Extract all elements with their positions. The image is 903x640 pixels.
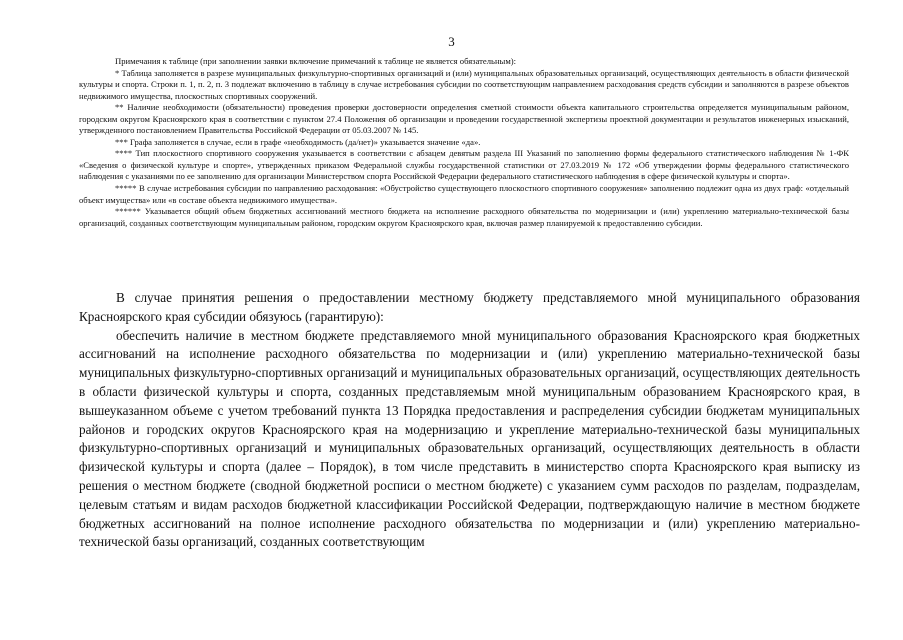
note-item: *** Графа заполняется в случае, если в графе «необходимость (да/нет)» указывается значение «да».: [115, 136, 481, 147]
table-notes: [79, 56, 849, 229]
notes-header: Примечания к таблице (при заполнении заявки включение примечаний к таблице не является обязательным):: [115, 56, 517, 66]
body-paragraph: В случае принятия решения о предоставлении местному бюджету представляемого мной муниципального образования Красноярского края субсидии обязуюсь (гарантирую):: [79, 290, 860, 324]
note-item: ***** В случае истребования субсидии по направлению расходования: «Обустройство существующего плоскостного спортивного сооружения» заполнению подлежит одна из двух граф: «отдельный объект имущества» или «в составе объекта недвижимого имущества».: [79, 183, 849, 205]
page-number: 3: [448, 34, 455, 49]
note-item: ****** Указывается общий объем бюджетных ассигнований местного бюджета на исполнение расходного обязательства по модернизации и (или) укреплению материально-технической базы организаций, созданных соответствующим муниципальным районом, городским округом Красноярского края, включая размер планируемой к предоставлению субсидии.: [79, 206, 849, 228]
note-item: ** Наличие необходимости (обязательности) проведения проверки достоверности определения сметной стоимости объекта капитального строительства определяется муниципальным районом, городским округом Красноярского края в соответствии с пунктом 27.4 Положения об организации и проведении государственной экспертизы проектной документации и результатов инженерных изысканий, утвержденного постановлением Правительства Российской Федерации от 05.03.2007 № 145.: [79, 102, 849, 136]
note-item: * Таблица заполняется в разрезе муниципальных физкультурно-спортивных организаций и (или) муниципальных образовательных организаций, осуществляющих деятельность в области физической культуры и спорта. Строки п. 1, п. 2, п. 3 подлежат включению в таблицу в случае истребования субсидии по соответствующим направлением расходования средств субсидии и заполняются в разрезе объектов недвижимого имущества, плоскостных спортивных сооружений.: [79, 67, 849, 101]
body-paragraph: обеспечить наличие в местном бюджете представляемого мной муниципального образования Красноярского края бюджетных ассигнований на исполнение расходного обязательства по модернизации и (или) укреплению материально-технической базы муниципальных физкультурно-спортивных организаций и муниципальных образовательных организаций, осуществляющих деятельность в области физической культуры и спорта, созданных представляемым мной муниципальным образованием Красноярского края, в вышеуказанном объеме с учетом требований пункта 13 Порядка предоставления и распределения субсидии бюджетам муниципальных районов и городских округов Красноярского края на модернизацию и укрепление материально-технической базы муниципальных физкультурно-спортивных организаций и муниципальных образовательных организаций, осуществляющих деятельность в области физической культуры и спорта (далее – Порядок), в том числе представить в министерство спорта Красноярского края выписку из решения о местном бюджете (сводной бюджетной росписи о местном бюджете) с указанием сумм расходов по разделам, подразделам, целевым статьям и видам расходов бюджетной классификации Российской Федерации, подтверждающую наличие в местном бюджете бюджетных ассигнований на полное исполнение расходного обязательства по модернизации и (или) укреплению материально-технической базы организаций, созданных соответствующим: [79, 327, 860, 550]
note-item: **** Тип плоскостного спортивного сооружения указывается в соответствии с абзацем девятым раздела III Указаний по заполнению формы федерального статистического наблюдения № 1-ФК «Сведения о физической культуре и спорте», утвержденных приказом Федеральной службы государственной статистики от 27.03.2019 № 172 «Об утверждении формы федерального статистического наблюдения с указаниями по ее заполнению для организации Министерством спорта Российской Федерации федерального статистического наблюдения в сфере физической культуры и спорта».: [79, 148, 849, 182]
main-text: [79, 289, 860, 552]
